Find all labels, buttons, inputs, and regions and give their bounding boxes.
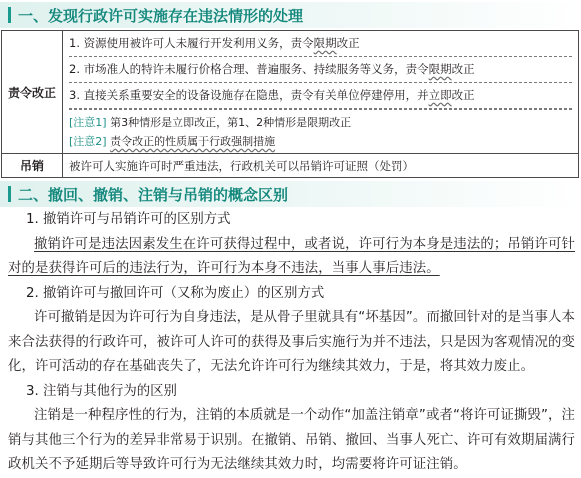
note-1: [69, 113, 572, 132]
list-item: 2. 市场准人的特许未履行价格合理、普遍服务、持续服务等义务，责令限期改正: [69, 57, 572, 83]
note-text: 责令改正的性质属于行政强制措施: [110, 135, 276, 148]
subheading-3: 3. 注销与其他行为的区别: [26, 383, 177, 399]
note-tag: [注意2]: [69, 135, 107, 148]
section-2-body: [0, 208, 581, 478]
paragraph-3: 注销是一种程序性的行为，注销的本质就是一个动作“加盖注销章”或者“将许可证撕毁”，注销与其他三个行为的差异非常易于识别。在撤销、吊销、撤回、当事人死亡、许可有效期届满行政机关不予延期后等导致许可行为无法继续其效力时，均需要将许可证注销。: [8, 408, 575, 472]
notes-block: [69, 109, 572, 153]
note-tag: [注意1]: [69, 116, 107, 129]
list-item: 3. 直接关系重要安全的设备设施存在隐患，责令有关单位停建停用，并立即改正: [69, 83, 572, 109]
table-row-revocation: [2, 154, 579, 178]
violation-handling-table: [1, 30, 579, 178]
row-label-order-correction: 责令改正: [2, 31, 63, 154]
note-2: [69, 132, 572, 151]
note-text: 第3种情形是立即改正，第1、2种情形是限期改正: [110, 116, 352, 129]
table-row-order-correction: [2, 31, 579, 154]
revocation-content: 被许可人实施许可时严重违法，行政机关可以吊销许可证照（处罚）: [63, 154, 579, 178]
subheading-2: 2. 撤销许可与撤回许可（又称为废止）的区别方式: [26, 285, 325, 301]
paragraph-1: 撤销许可是违法因素发生在许可获得过程中，或者说，许可行为本身是违法的；吊销许可针对的是获得许可后的违法行为，许可行为本身不违法，当事人事后违法。: [8, 236, 575, 276]
section-heading-1: [0, 2, 581, 28]
row-label-revocation: 吊销: [2, 154, 63, 178]
paragraph-2: 许可撤销是因为许可行为自身违法，是从骨子里就具有“坏基因”。而撤回针对的是当事人本来合法获得的行政许可，被许可人许可的获得及事后实施行为并不违法，只是因为客观情况的变化，许可活动的存在基础丧失了，无法允许许可行为继续其效力，于是，将其效力废止。: [8, 310, 575, 374]
heading-accent-bar: [8, 7, 11, 23]
order-correction-content: [63, 31, 579, 154]
list-item: 1. 资源使用被许可人未履行开发利用义务，责令限期改正: [69, 31, 572, 57]
section-heading-2: [0, 181, 581, 207]
subheading-1: 1. 撤销许可与吊销许可的区别方式: [26, 212, 231, 227]
section-title-1: 一、发现行政许可实施存在违法情形的处理: [18, 7, 304, 25]
heading-accent-bar: [8, 186, 11, 202]
section-title-2: 二、撤回、撤销、注销与吊销的概念区别: [18, 186, 289, 204]
